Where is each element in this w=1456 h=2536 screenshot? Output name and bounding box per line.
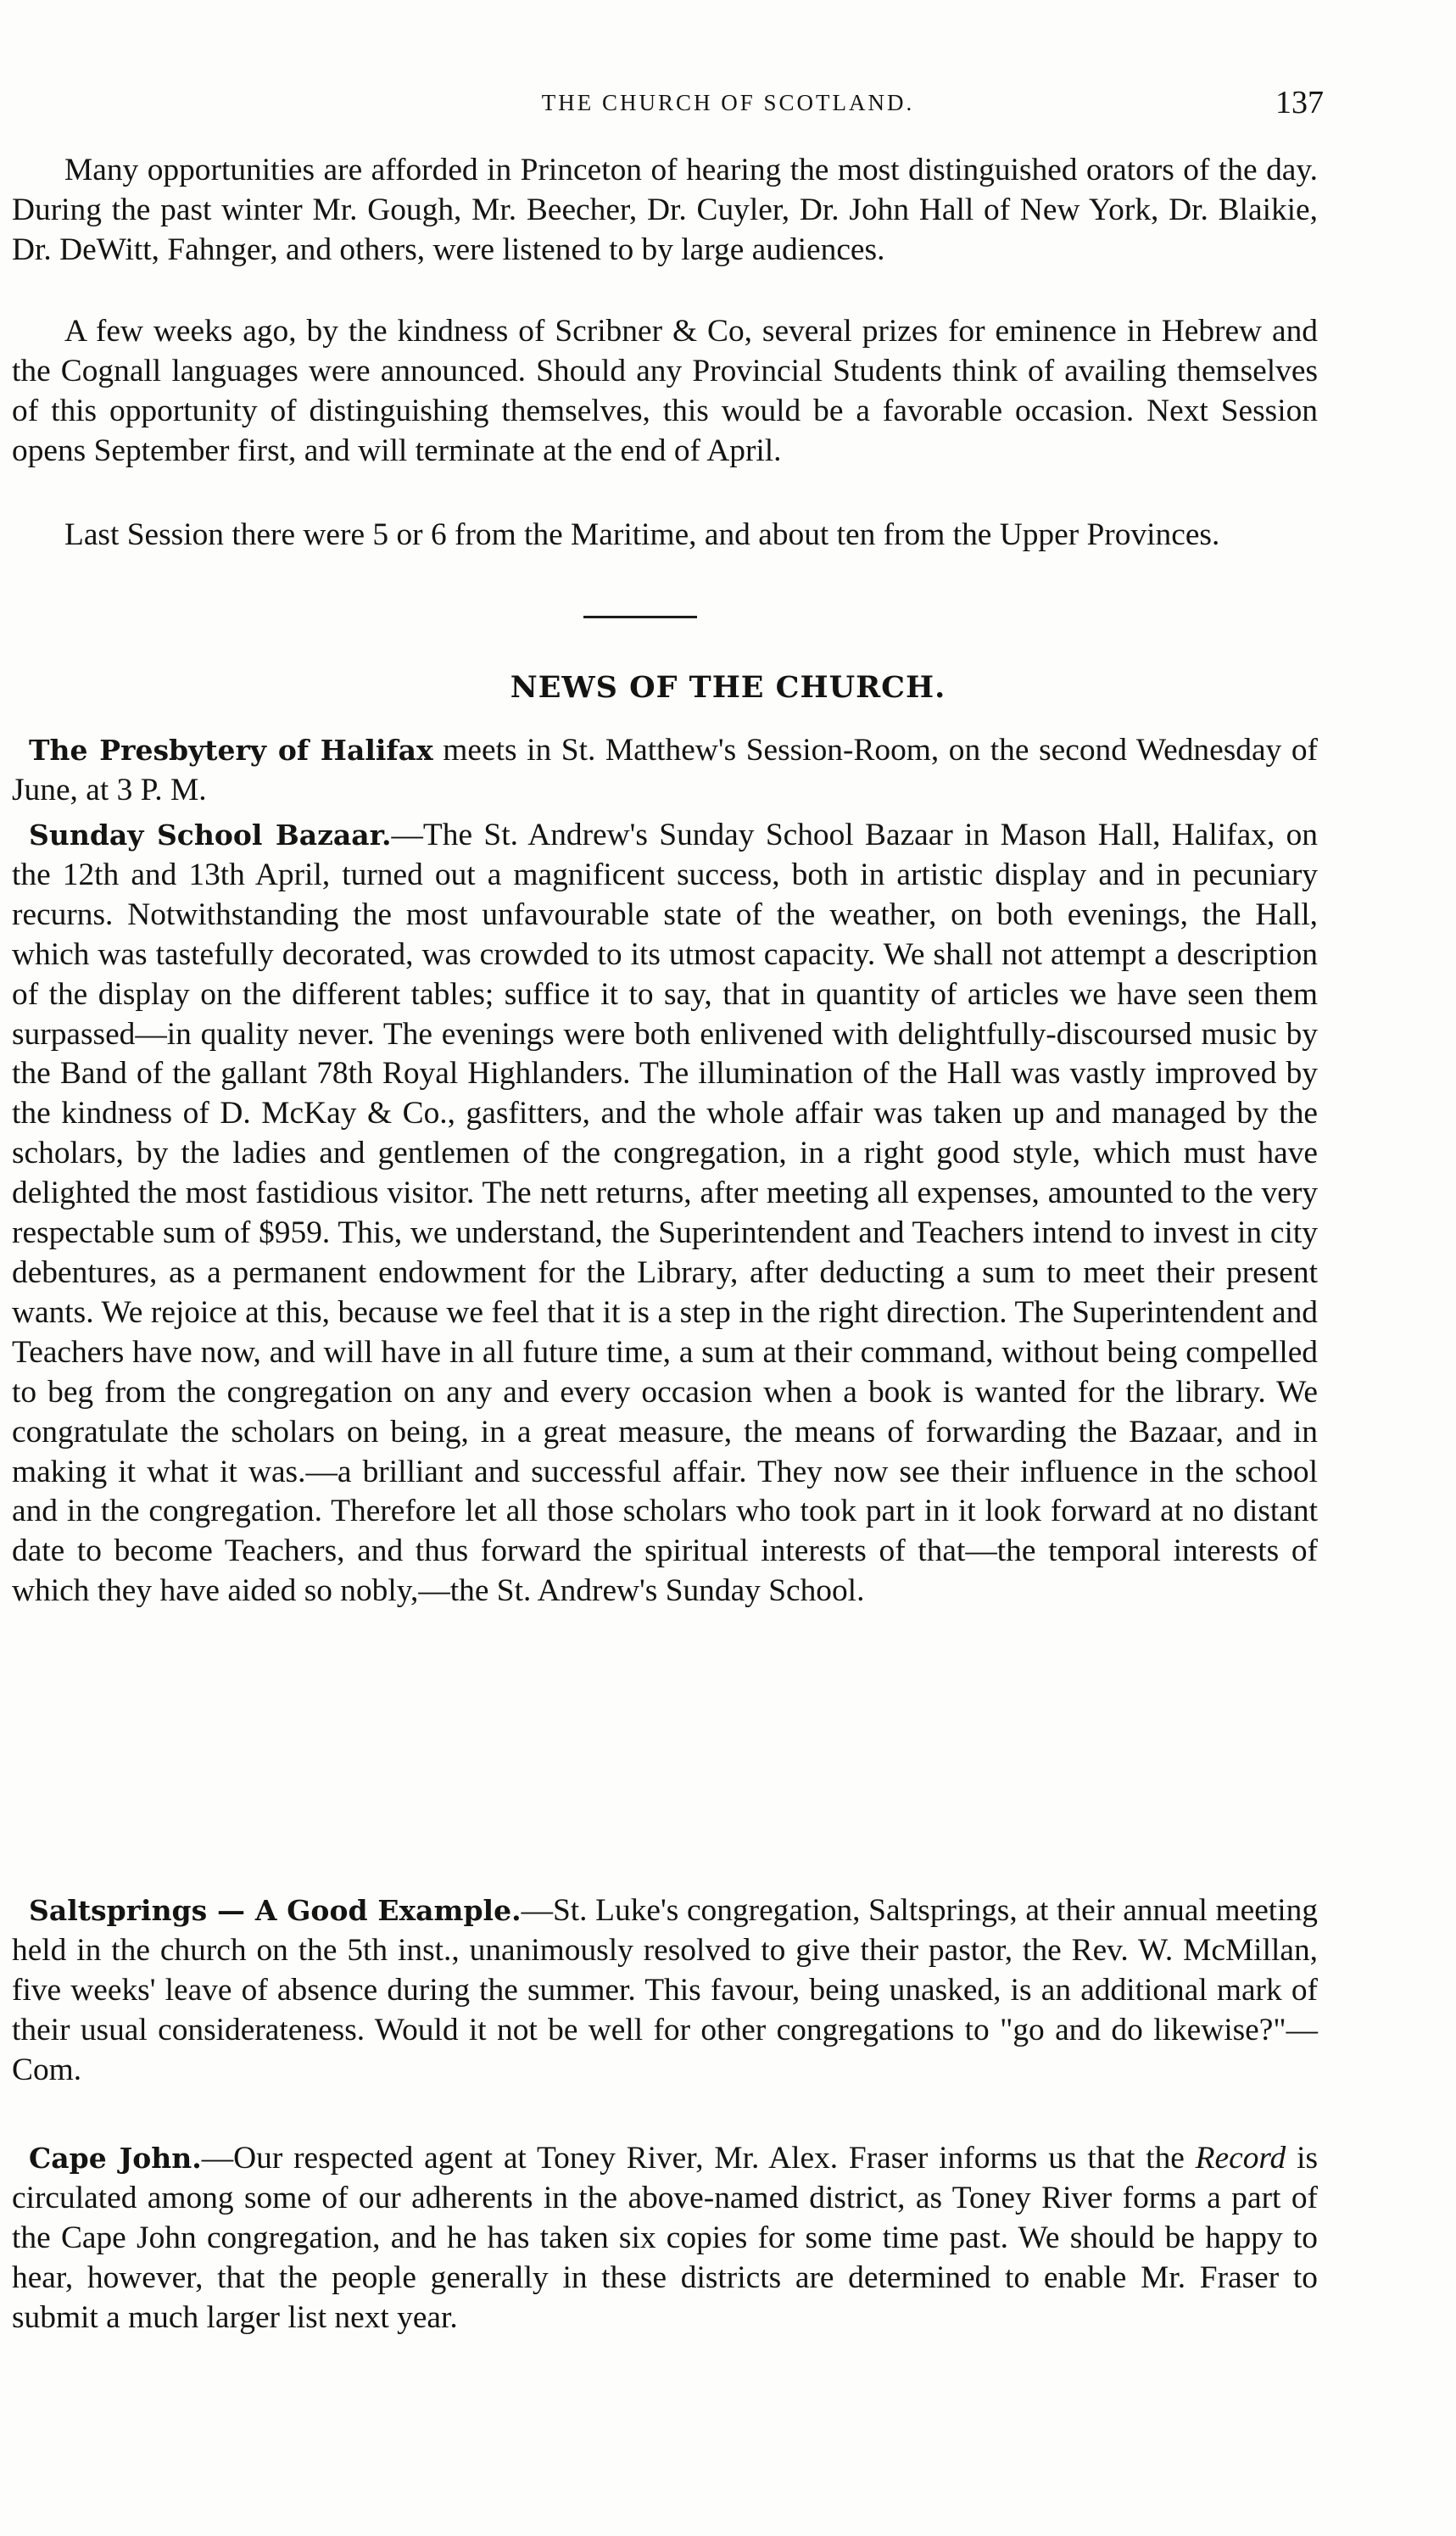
intro-paragraph-1-text: Many opportunities are afforded in Princeton of hearing the most distinguished orators of the day. During the past winter Mr. Gough, Mr. Beecher, Dr. Cuyler, Dr. John Hall of New York, Dr. Blaikie, Dr. DeWitt, Fahnger, and others, were listened to by large audiences. — [12, 153, 1318, 267]
running-title: THE CHURCH OF SCOTLAND. — [541, 90, 915, 115]
intro-paragraph-3-text: Last Session there were 5 or 6 from the Maritime, and about ten from the Upper Provinces. — [64, 517, 1220, 552]
publication-title: Record — [1195, 2141, 1286, 2176]
news-item-body: meets in St. Matthew's Session-Room, on the second Wednesday of June, at 3 P. M. — [12, 733, 1318, 807]
intro-paragraph-2 — [12, 312, 1318, 472]
news-item-presbytery — [12, 731, 1318, 811]
news-item-title: Cape John. — [29, 2142, 202, 2175]
intro-paragraph-3 — [12, 516, 1318, 556]
news-item-cape-john — [12, 2139, 1318, 2338]
news-item-body-end: is circulated among some of our adherents in the above-named district, as Toney River forms a part of the Cape John congregation, and he has taken six copies for some time past. We should be happy to hear, however, that the people generally in these districts are determined to enable Mr. Fraser to submit a much larger list next year. — [12, 2141, 1319, 2335]
news-item-body: —The St. Andrew's Sunday School Bazaar in Mason Hall, Halifax, on the 12th and 13th April, turned out a magnificent success, both in artistic display and in pecuniary recurns. Notwithstanding the most unfavourable state of the weather, on both evenings, the Hall, which was tastefully decorated, was crowded to its utmost capacity. We shall not attempt a description of the display on the different tables; suffice it to say, that in quantity of articles we have seen them surpassed—in quality never. The evenings were both enlivened with delightfully-discoursed music by the Band of the gallant 78th Royal Highlanders. The illumination of the Hall was vastly improved by the kindness of D. McKay & Co., gasfitters, and the whole affair was taken up and managed by the scholars, by the ladies and gentlemen of the congregation, in a right good style, which must have delighted the most fastidious visitor. The nett returns, after meeting all expenses, amounted to the very respectable sum of $959. This, we understand, the Superintendent and Teachers intend to invest in city debentures, as a permanent endowment for the Library, after deducting a sum to meet their present wants. We rejoice at this, because we feel that it is a step in the right direction. The Superintendent and Teachers have now, and will have in all future time, a sum at their command, without being compelled to beg from the congregation on any and every occasion when a book is wanted for the library. We congratulate the scholars on being, in a great measure, the means of forwarding the Bazaar, and in making it what it was.—a brilliant and successful affair. They now see their influence in the school and in the congregation. Therefore let all those scholars who took part in it look forward at no distant date to become Teachers, and thus forward the spiritual interests of that—the temporal interests of which they have aided so nobly,—the St. Andrew's Sunday School. — [12, 818, 1318, 1609]
section-heading: NEWS OF THE CHURCH. — [510, 670, 946, 705]
intro-paragraph-1 — [12, 151, 1318, 271]
intro-paragraph-2-text: A few weeks ago, by the kindness of Scribner & Co, several prizes for eminence in Hebrew and the Cognall languages were announced. Should any Provincial Students think of availing themselves of this opportunity of distinguishing themselves, this would be a favorable occasion. Next Session opens September first, and will terminate at the end of April. — [12, 314, 1318, 468]
news-item-title: Saltsprings — A Good Example. — [29, 1894, 522, 1927]
page-number: 137 — [1275, 85, 1324, 120]
news-item-body-start: —Our respected agent at Toney River, Mr. Alex. Fraser informs us that the — [201, 2141, 1196, 2176]
news-item-bazaar — [12, 816, 1318, 1612]
section-divider — [583, 616, 697, 618]
news-item-saltsprings — [12, 1891, 1318, 2091]
news-item-title: The Presbytery of Halifax — [29, 734, 433, 767]
news-item-body: —St. Luke's congregation, Saltsprings, at their annual meeting held in the church on the 5th inst., unanimously resolved to give their pastor, the Rev. W. McMillan, five weeks' leave of absence during the summer. This favour, being unasked, is an additional mark of their usual considerateness. Would it not be well for other congregations to "go and do likewise?"—Com. — [12, 1893, 1318, 2087]
news-item-title: Sunday School Bazaar. — [29, 818, 392, 852]
page-header — [0, 81, 1456, 124]
